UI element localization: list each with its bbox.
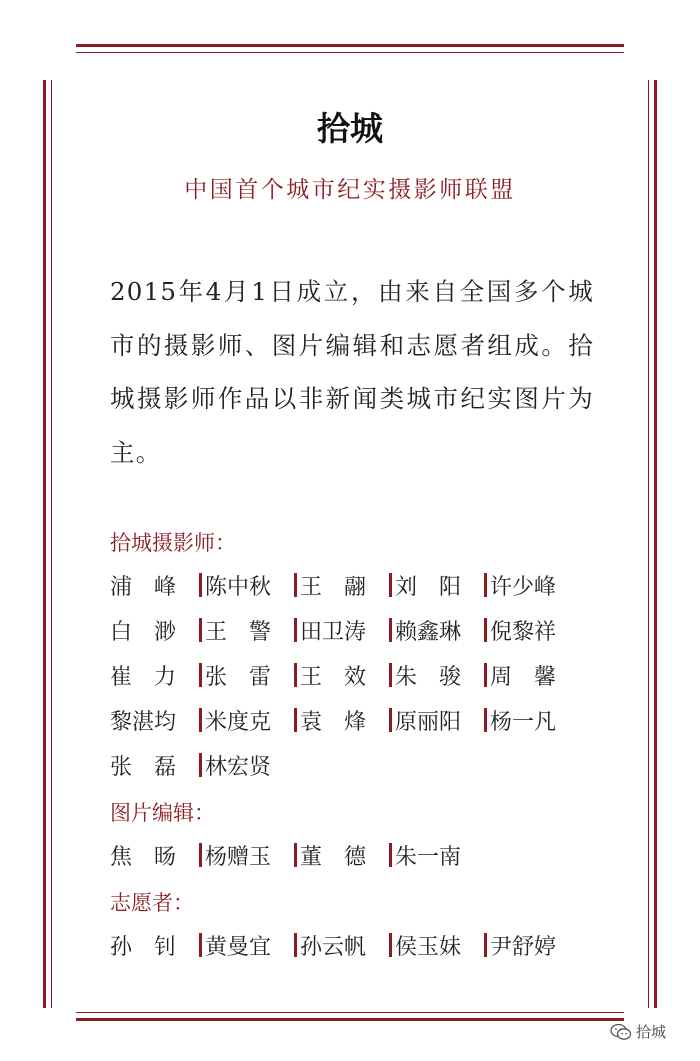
photographer-name: 杨一凡 (490, 709, 557, 735)
volunteer-name: 侯玉妹 (395, 934, 462, 960)
photographer-name: 原丽阳 (395, 709, 462, 735)
photographer-name: 林宏贤 (205, 754, 272, 780)
editors-heading: 图片编辑： (110, 801, 215, 825)
intro-paragraph: 2015年4月1日成立，由来自全国多个城市的摄影师、图片编辑和志愿者组成。拾城摄影师作品以非新闻类城市纪实图片为主。 (110, 277, 594, 467)
separator (294, 708, 297, 732)
photographer-name: 米度克 (205, 709, 272, 735)
photographer-name: 王 翮 (300, 574, 367, 600)
photographer-name: 朱 骏 (395, 664, 462, 690)
top-border-thick (76, 44, 624, 47)
separator (484, 708, 487, 732)
editor-name: 焦 旸 (110, 844, 177, 870)
photographer-name: 倪黎祥 (490, 619, 557, 645)
right-border-thick (654, 80, 657, 1008)
separator (484, 618, 487, 642)
separator (389, 663, 392, 687)
photographer-row (110, 613, 576, 647)
top-border-thin (76, 52, 624, 53)
volunteer-name: 孙云帆 (300, 934, 367, 960)
separator (294, 618, 297, 642)
photographers-heading: 拾城摄影师： (110, 531, 236, 555)
separator (389, 573, 392, 597)
separator (294, 843, 297, 867)
volunteers-heading: 志愿者： (110, 891, 194, 915)
photographer-name: 黎湛均 (110, 709, 177, 735)
volunteer-name: 黄曼宜 (205, 934, 272, 960)
separator (199, 843, 202, 867)
photographer-name: 张 雷 (205, 664, 272, 690)
separator (389, 843, 392, 867)
photographer-name: 白 渺 (110, 619, 177, 645)
separator (484, 663, 487, 687)
left-border-thick (43, 80, 46, 1008)
photographer-row (110, 568, 576, 602)
separator (484, 933, 487, 957)
photographer-name: 崔 力 (110, 664, 177, 690)
separator (199, 933, 202, 957)
photographer-row (110, 748, 291, 782)
separator (389, 708, 392, 732)
editor-row (110, 838, 481, 872)
separator (199, 573, 202, 597)
separator (199, 618, 202, 642)
editor-name: 朱一南 (395, 844, 462, 870)
separator (294, 573, 297, 597)
separator (389, 618, 392, 642)
photographer-name: 袁 烽 (300, 709, 367, 735)
volunteer-row (110, 928, 576, 962)
page-subtitle: 中国首个城市纪实摄影师联盟 (184, 177, 516, 203)
footer-brand-text: 拾城 (636, 1023, 667, 1041)
photographer-name: 王 效 (300, 664, 367, 690)
bottom-border-thick (76, 1018, 624, 1021)
photographer-name: 赖鑫琳 (395, 619, 462, 645)
separator (199, 663, 202, 687)
photographer-name: 陈中秋 (205, 574, 272, 600)
page-title: 拾城 (317, 109, 383, 148)
photographer-row (110, 658, 576, 692)
photographer-name: 许少峰 (490, 574, 557, 600)
footer-watermark (610, 1021, 666, 1042)
photographer-name: 王 警 (205, 619, 272, 645)
right-border-thin (648, 80, 649, 1008)
photographer-name: 田卫涛 (300, 619, 367, 645)
separator (389, 933, 392, 957)
separator (199, 708, 202, 732)
photographer-row (110, 703, 576, 737)
separator (294, 663, 297, 687)
separator (199, 753, 202, 777)
photographer-name: 刘 阳 (395, 574, 462, 600)
photographer-name: 浦 峰 (110, 574, 177, 600)
editor-name: 杨赠玉 (205, 844, 272, 870)
bottom-border-thin (76, 1012, 624, 1013)
wechat-icon (610, 1023, 632, 1041)
separator (294, 933, 297, 957)
left-border-thin (51, 80, 52, 1008)
volunteer-name: 尹舒婷 (490, 934, 557, 960)
volunteer-name: 孙 钊 (110, 934, 177, 960)
photographer-name: 周 馨 (490, 664, 557, 690)
photographer-name: 张 磊 (110, 754, 177, 780)
editor-name: 董 德 (300, 844, 367, 870)
separator (484, 573, 487, 597)
